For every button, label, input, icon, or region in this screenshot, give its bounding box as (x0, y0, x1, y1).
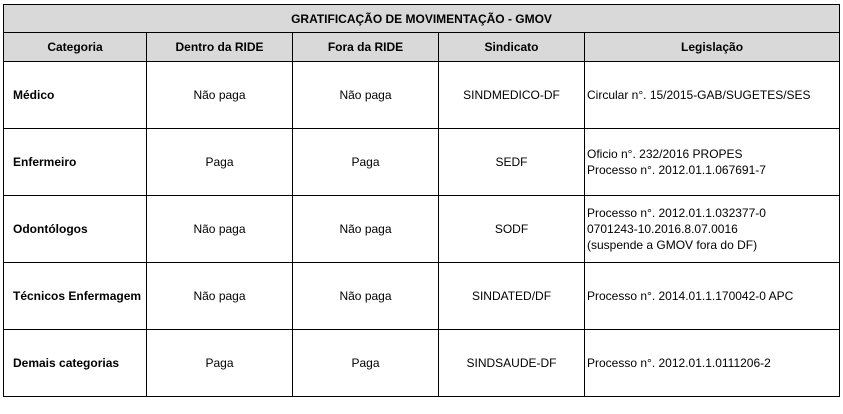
legislacao-line: (suspende a GMOV fora do DF) (587, 238, 758, 252)
cell-dentro-ride: Não paga (147, 62, 293, 129)
column-header-categoria: Categoria (4, 33, 147, 62)
cell-legislacao (585, 263, 840, 330)
column-header-fora-ride: Fora da RIDE (293, 33, 439, 62)
gmov-table (3, 4, 840, 397)
table-row (4, 129, 840, 196)
cell-categoria: Odontólogos (4, 196, 147, 263)
table-header-row (4, 33, 840, 62)
table-title-row (4, 5, 840, 33)
cell-fora-ride: Não paga (293, 263, 439, 330)
cell-sindicato: SINDMEDICO-DF (439, 62, 585, 129)
column-header-legislacao: Legislação (585, 33, 840, 62)
cell-legislacao (585, 196, 840, 263)
cell-sindicato: SINDATED/DF (439, 263, 585, 330)
cell-sindicato: SEDF (439, 129, 585, 196)
legislacao-line: Oficio n°. 232/2016 PROPES (587, 147, 743, 161)
cell-legislacao (585, 129, 840, 196)
gmov-table-container (3, 4, 840, 397)
cell-fora-ride: Não paga (293, 196, 439, 263)
column-header-sindicato: Sindicato (439, 33, 585, 62)
cell-dentro-ride: Não paga (147, 263, 293, 330)
legislacao-line: 0701243-10.2016.8.07.0016 (587, 222, 738, 236)
legislacao-line: Processo n°. 2012.01.1.032377-0 (587, 206, 766, 220)
cell-categoria: Técnicos Enfermagem (4, 263, 147, 330)
table-body (4, 62, 840, 397)
cell-legislacao (585, 330, 840, 397)
table-row (4, 62, 840, 129)
cell-categoria: Médico (4, 62, 147, 129)
legislacao-line: Processo n°. 2012.01.1.067691-7 (587, 163, 766, 177)
table-row (4, 263, 840, 330)
cell-fora-ride: Paga (293, 330, 439, 397)
table-row (4, 196, 840, 263)
cell-sindicato: SODF (439, 196, 585, 263)
table-row (4, 330, 840, 397)
cell-fora-ride: Paga (293, 129, 439, 196)
cell-categoria: Demais categorias (4, 330, 147, 397)
cell-dentro-ride: Paga (147, 330, 293, 397)
legislacao-line: Processo n°. 2014.01.1.170042-0 APC (587, 289, 794, 303)
legislacao-line: Circular n°. 15/2015-GAB/SUGETES/SES (587, 88, 811, 102)
cell-dentro-ride: Não paga (147, 196, 293, 263)
cell-categoria: Enfermeiro (4, 129, 147, 196)
column-header-dentro-ride: Dentro da RIDE (147, 33, 293, 62)
cell-dentro-ride: Paga (147, 129, 293, 196)
cell-legislacao (585, 62, 840, 129)
legislacao-line: Processo n°. 2012.01.1.0111206-2 (587, 356, 771, 370)
table-title: GRATIFICAÇÃO DE MOVIMENTAÇÃO - GMOV (4, 5, 840, 33)
cell-sindicato: SINDSAUDE-DF (439, 330, 585, 397)
cell-fora-ride: Não paga (293, 62, 439, 129)
